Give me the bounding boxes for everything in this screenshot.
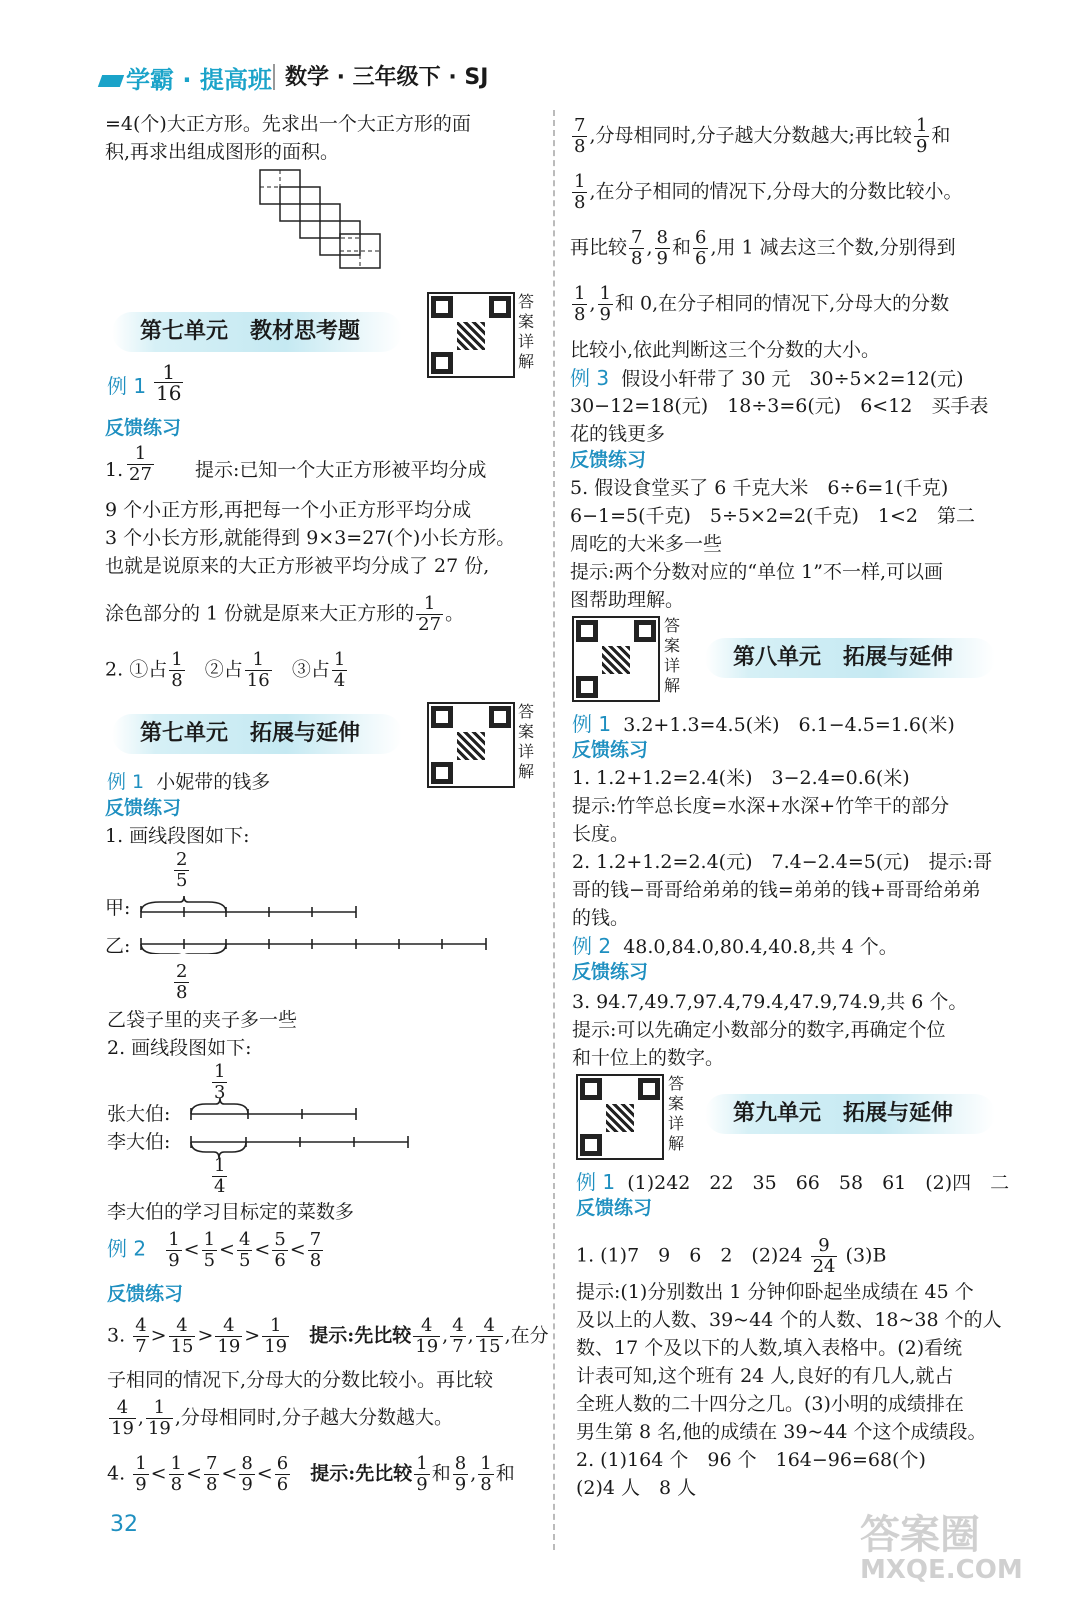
graduation-cap-icon (98, 75, 124, 87)
l2-text: 2. 画线段图如下: (107, 1037, 252, 1059)
qr-code-2[interactable] (427, 702, 515, 788)
segment-diagram-1 (138, 894, 498, 954)
q1-answer: $\frac{1}{27}$ (129, 443, 152, 485)
r-line-1: $\frac{7}{8}$ ,分母相同时,分子越大分数越大;再比较 $\frac{1}{9}$ 和 (574, 115, 951, 157)
watermark-url: MXQE.COM (860, 1555, 1023, 1585)
seg2-label-a: 张大伯: (107, 1103, 171, 1125)
example-3-line-1: 例 3 假设小轩带了 30 元 30÷5×2=12(元) (570, 366, 964, 390)
u9-hint-6: 男生第 8 名,他的成绩在 39~44 个这个成绩段。 (576, 1421, 987, 1443)
r-line-5: 比较小,依此判断这三个分数的大小。 (570, 339, 881, 361)
u8-q1: 1. 1.2+1.2=2.4(米) 3−2.4=0.6(米) (572, 767, 910, 789)
qr-label-4: 答案详解 (668, 1074, 685, 1153)
section-title-unit9: 第九单元 拓展与延伸 (705, 1094, 995, 1134)
u8-q2-hint-3: 的钱。 (572, 907, 630, 929)
watermark-logo: 答案圈 (860, 1512, 980, 1558)
q1-line-3: 3 个小长方形,就能得到 9×3=27(个)小长方形。 (105, 527, 516, 549)
feedback-heading-4: 反馈练习 (570, 449, 647, 471)
feedback-heading-5: 反馈练习 (572, 739, 649, 761)
column-divider (553, 110, 555, 1550)
u9-hint-3: 数、17 个及以下的人数,填入表格中。(2)看统 (576, 1337, 963, 1359)
seg2-label-b: 李大伯: (107, 1131, 171, 1153)
q1-line-5: 涂色部分的 1 份就是原来大正方形的 $\frac{1}{27}$ 。 (105, 593, 465, 635)
u8-q1-hint-2: 长度。 (572, 823, 630, 845)
section-title-unit8: 第八单元 拓展与延伸 (705, 638, 995, 678)
unit9-example-1: 例 1 (1)242 22 35 66 58 61 (2)四 二 (576, 1170, 1010, 1194)
seg1-top-frac: $\frac{2}{5}$ (176, 849, 188, 891)
feedback-heading-6: 反馈练习 (572, 961, 649, 983)
l2-answer: 李大伯的学习目标定的菜数多 (107, 1201, 355, 1223)
u9-hint-2: 及以上的人数、39~44 个的人数、18~38 个的人 (576, 1309, 1002, 1331)
r-line-4: $\frac{1}{8}$ , $\frac{1}{9}$ 和 0,在分子相同的情况下,分母大的分数 (574, 283, 950, 325)
q5-hint-2: 图帮助理解。 (570, 589, 685, 611)
q3-line-3: $\frac{4}{19}$ , $\frac{1}{19}$ ,分母相同时,分子越大分数越大。 (111, 1397, 453, 1439)
qr-label-1: 答案详解 (518, 292, 535, 371)
u8-q2: 2. 1.2+1.2=2.4(元) 7.4−2.4=5(元) 提示:哥 (572, 851, 993, 873)
example-3-line-3: 花的钱更多 (570, 423, 666, 445)
example-1b: 例 1 小妮带的钱多 (107, 771, 271, 793)
section-title-unit7-extension: 第七单元 拓展与延伸 (112, 714, 402, 754)
q3-line-2: 子相同的情况下,分母大的分数比较小。再比较 (107, 1369, 494, 1391)
l1-answer: 乙袋子里的夹子多一些 (107, 1009, 298, 1031)
u9-hint-4: 计表可知,这个班有 24 人,良好的有几人,就占 (576, 1365, 954, 1387)
u9-hint-5: 全班人数的二十四分之几。(3)小明的成绩排在 (576, 1393, 964, 1415)
u9-q2: 2. (1)164 个 96 个 164−96=68(个) (576, 1449, 926, 1471)
example-2-line: 例 2 $\frac{1}{9}$ < $\frac{1}{5}$ < $\frac{4}{5}$ < $\frac{5}{6}$ < $\frac{7}{8}$ (107, 1229, 322, 1271)
brand-logo (100, 60, 272, 95)
grid-figure (255, 168, 385, 272)
u8-q2-hint-2: 哥的钱−哥哥给弟弟的钱=弟弟的钱+哥哥给弟弟 (572, 879, 981, 901)
page-number: 32 (110, 1512, 138, 1537)
qr-code-1[interactable] (427, 292, 515, 378)
u8-q3-hint-2: 和十位上的数字。 (572, 1047, 725, 1069)
unit8-example-2: 例 2 48.0,84.0,80.4,40.8,共 4 个。 (572, 934, 898, 958)
u9-q1: 1. (1)7 9 6 2 (2)24 $\frac{9}{24}$ (3)B (576, 1235, 887, 1277)
example-1-answer: $\frac{1}{16}$ (156, 360, 182, 405)
l1-text: 1. 画线段图如下: (105, 825, 250, 847)
unit8-example-1: 例 1 3.2+1.3=4.5(米) 6.1−4.5=1.6(米) (572, 712, 955, 736)
u8-q3: 3. 94.7,49.7,97.4,79.4,47.9,74.9,共 6 个。 (572, 991, 968, 1013)
q5-hint-1: 提示:两个分数对应的“单位 1”不一样,可以画 (570, 561, 943, 583)
u9-hint-1: 提示:(1)分别数出 1 分钟仰卧起坐成绩在 45 个 (576, 1281, 974, 1303)
seg1-label-b: 乙: (105, 935, 131, 957)
example-1-label: 例 1 (107, 374, 147, 398)
q1-line-2: 9 个小正方形,再把每一个小正方形平均分成 (105, 499, 472, 521)
u9-q2-b: (2)4 人 8 人 (576, 1477, 697, 1499)
seg1-bottom-frac: $\frac{2}{8}$ (176, 961, 188, 1003)
intro-line-2: 积,再求出组成图形的面积。 (105, 141, 340, 163)
qr-label-2: 答案详解 (518, 702, 535, 781)
feedback-heading-7: 反馈练习 (576, 1197, 653, 1219)
q4-line: 4. $\frac{1}{9}$ < $\frac{1}{8}$ < $\frac{7}{8}$ < $\frac{8}{9}$ < $\frac{6}{6}$ 提示:先比较 $\frac{1}{9}$ 和 $\frac{8}{9}$ , $\frac{1}{8}$ 和 (107, 1453, 515, 1495)
intro-line-1: =4(个)大正方形。先求出一个大正方形的面 (105, 113, 471, 135)
q3-line-1: 3. $\frac{4}{7}$ > $\frac{4}{15}$ > $\frac{4}{19}$ > $\frac{1}{19}$ 提示:先比较 $\frac{4}{19}$ , $\frac{4}{7}$ , $\frac{4}{15}$ ,在分 (107, 1315, 549, 1357)
seg2-top-frac: $\frac{1}{3}$ (214, 1061, 226, 1103)
q1-number: 1. (105, 459, 124, 481)
seg2-bottom-frac: $\frac{1}{4}$ (214, 1155, 226, 1197)
q5-line-1: 5. 假设食堂买了 6 千克大米 6÷6=1(千克) (570, 477, 949, 499)
section-title-unit7-textbook: 第七单元 教材思考题 (112, 312, 402, 352)
qr-label-3: 答案详解 (664, 616, 681, 695)
r-line-2: $\frac{1}{8}$ ,在分子相同的情况下,分母大的分数比较小。 (574, 171, 963, 213)
brand-text: 学霸 · 提高班 (126, 66, 272, 94)
q5-line-2: 6−1=5(千克) 5÷5×2=2(千克) 1<2 第二 (570, 505, 975, 527)
q1-line-4: 也就是说原来的大正方形被平均分成了 27 份, (105, 555, 490, 577)
seg1-label-a: 甲: (105, 897, 131, 919)
u8-q1-hint-1: 提示:竹竿总长度=水深+水深+竹竿干的部分 (572, 795, 950, 817)
subject-title: 数学 · 三年级下 · SJ (285, 65, 489, 90)
q1-hint: 提示:已知一个大正方形被平均分成 (195, 459, 487, 481)
u8-q3-hint-1: 提示:可以先确定小数部分的数字,再确定个位 (572, 1019, 946, 1041)
r-line-3: 再比较 $\frac{7}{8}$ , $\frac{8}{9}$ 和 $\frac{6}{6}$ ,用 1 减去这三个数,分别得到 (570, 227, 956, 269)
header-divider (273, 64, 275, 90)
q5-line-3: 周吃的大米多一些 (570, 533, 723, 555)
q2-line: 2. ①占 $\frac{1}{8}$ ②占 $\frac{1}{16}$ ③占 $\frac{1}{4}$ (105, 649, 346, 691)
example-3-line-2: 30−12=18(元) 18÷3=6(元) 6<12 买手表 (570, 395, 989, 417)
qr-code-4[interactable] (576, 1074, 664, 1160)
feedback-heading-3: 反馈练习 (107, 1283, 184, 1305)
qr-code-3[interactable] (572, 616, 660, 702)
feedback-heading-2: 反馈练习 (105, 797, 182, 819)
feedback-heading-1: 反馈练习 (105, 417, 182, 439)
